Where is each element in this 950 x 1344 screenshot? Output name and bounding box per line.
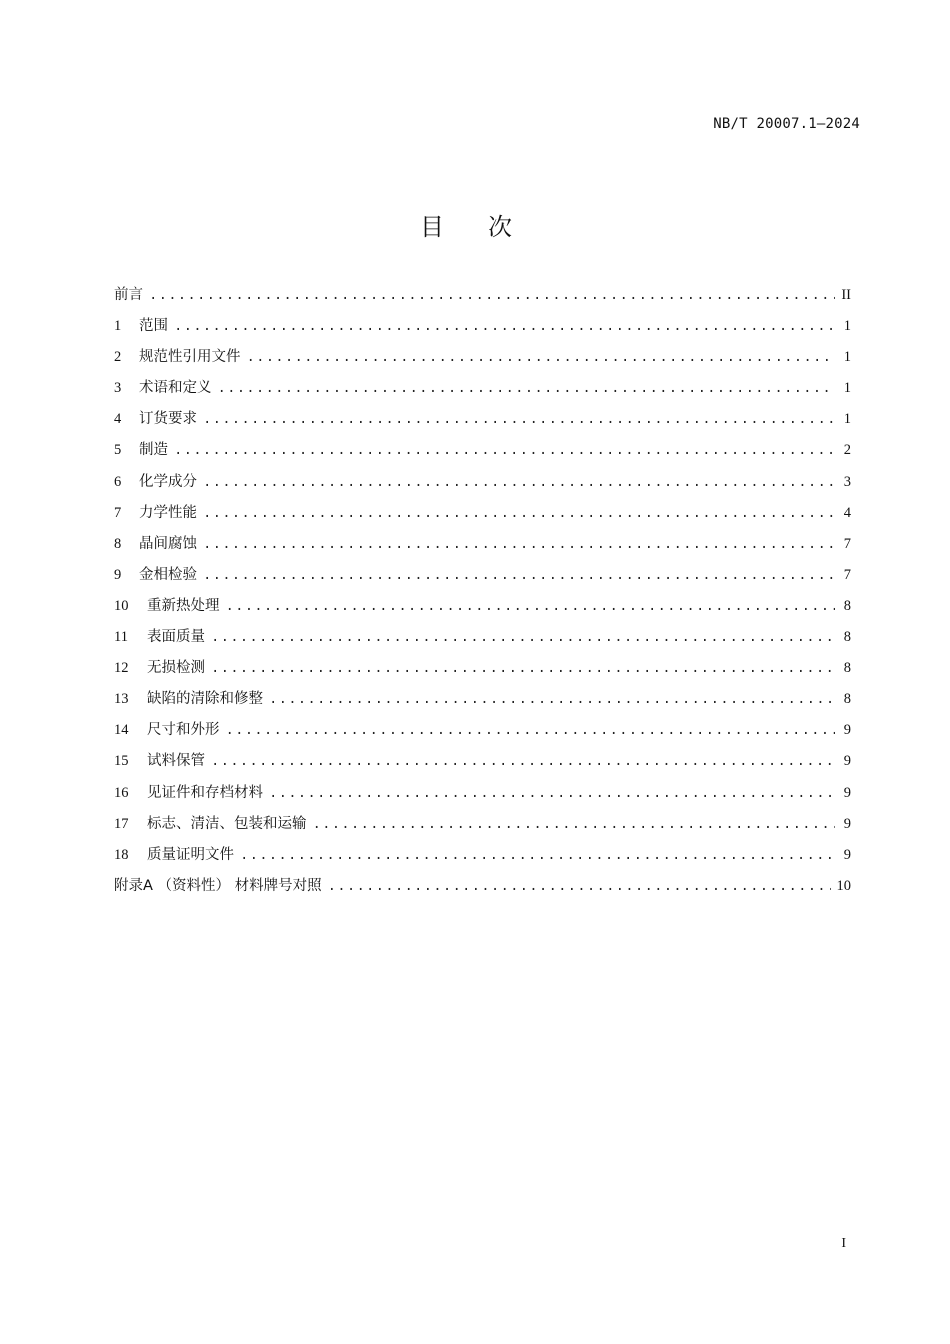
toc-entry-number: 4 [114,411,122,428]
toc-leader-dots [203,568,835,584]
toc-leader-dots [203,475,835,491]
toc-entry[interactable] [114,843,851,874]
toc-entry-number: 12 [114,660,129,677]
toc-entry-label: 力学性能 [139,504,197,521]
toc-entry-foreword[interactable] [114,283,851,314]
toc-entry[interactable] [114,718,851,749]
toc-entry[interactable] [114,781,851,812]
toc-entry-label: 表面质量 [147,629,205,646]
toc-entry-label: 缺陷的清除和修整 [147,691,263,708]
toc-leader-dots [203,412,835,428]
toc-title: 目次 [420,213,556,241]
toc-entry[interactable] [114,314,851,345]
toc-entry-page: 9 [843,722,851,739]
toc-entry-label: 前言 [114,287,143,303]
toc-entry-page: 9 [843,846,851,863]
toc-entry-label: 质量证明文件 [147,846,234,863]
toc-entry-number: 15 [114,753,129,770]
toc-leader-dots [218,381,836,397]
toc-entry[interactable] [114,470,851,501]
toc-entry-number: 11 [114,629,128,646]
toc-entry-number: 7 [114,504,122,521]
standard-number: NB/T 20007.1—2024 [713,116,860,132]
toc-entry-number: 2 [114,349,122,366]
toc-entry-label: 晶间腐蚀 [139,535,197,552]
toc-entry-label: 规范性引用文件 [139,349,241,366]
toc-entry-number: 17 [114,815,129,832]
toc-leader-dots [328,879,831,895]
toc-entry-page: 2 [843,442,851,459]
toc-entry-label: 标志、清洁、包装和运输 [147,815,307,832]
toc-leader-dots [149,288,835,304]
toc-leader-dots [226,723,836,739]
page-number: I [841,1236,846,1251]
toc-entry-label: 术语和定义 [139,380,212,397]
toc-entry-label: 金相检验 [139,566,197,583]
toc-entry[interactable] [114,376,851,407]
toc-entry-label: 化学成分 [139,473,197,490]
toc-entry-label: 附录A （资料性） 材料牌号对照 [114,877,322,894]
toc-leader-dots [226,599,836,615]
toc-entry-page: 7 [843,535,851,552]
toc-entry-page: II [841,287,851,303]
toc-entry-label: 制造 [139,442,168,459]
toc-entry[interactable] [114,407,851,438]
toc-entry-label: 尺寸和外形 [147,722,220,739]
table-of-contents [114,283,851,905]
toc-leader-dots [269,692,835,708]
toc-entry-page: 9 [843,784,851,801]
toc-entry-page: 10 [836,877,851,894]
toc-entry-page: 8 [843,660,851,677]
toc-entry-label: 订货要求 [139,411,197,428]
toc-entry-page: 1 [843,349,851,366]
toc-entry-label: 无损检测 [147,660,205,677]
toc-entry-page: 8 [843,629,851,646]
toc-entry[interactable] [114,812,851,843]
toc-entry-page: 1 [843,318,851,335]
toc-entry[interactable] [114,687,851,718]
toc-entry-number: 3 [114,380,122,397]
toc-entry-label: 范围 [139,318,168,335]
toc-leader-dots [269,786,835,802]
toc-entry-page: 1 [843,411,851,428]
toc-entry-page: 1 [843,380,851,397]
toc-entry-page: 9 [843,815,851,832]
toc-entry-number: 5 [114,442,122,459]
toc-entry[interactable] [114,438,851,469]
toc-entry-page: 8 [843,691,851,708]
toc-entry[interactable] [114,625,851,656]
toc-entry-number: 10 [114,597,129,614]
toc-leader-dots [174,443,835,459]
toc-entry-number: 6 [114,473,122,490]
toc-entry-number: 13 [114,691,129,708]
toc-entry-page: 3 [843,473,851,490]
toc-entry-page: 9 [843,753,851,770]
toc-entry[interactable] [114,563,851,594]
toc-entry[interactable] [114,345,851,376]
toc-entry-number: 9 [114,566,122,583]
toc-entry-page: 7 [843,566,851,583]
toc-entry-number: 16 [114,784,129,801]
toc-entry-number: 18 [114,846,129,863]
toc-entry[interactable] [114,532,851,563]
toc-entry-page: 8 [843,597,851,614]
toc-entry-number: 1 [114,318,122,335]
toc-entry[interactable] [114,501,851,532]
toc-leader-dots [174,319,835,335]
toc-entry-appendix-a[interactable] [114,874,851,905]
toc-entry[interactable] [114,749,851,780]
toc-entry-label: 重新热处理 [147,597,220,614]
toc-entry-label: 见证件和存档材料 [147,784,263,801]
toc-leader-dots [240,848,835,864]
toc-leader-dots [313,817,836,833]
toc-leader-dots [211,754,835,770]
toc-entry-number: 14 [114,722,129,739]
toc-leader-dots [211,661,835,677]
toc-entry[interactable] [114,594,851,625]
toc-leader-dots [247,350,836,366]
toc-entry-number: 8 [114,535,122,552]
toc-leader-dots [211,630,835,646]
toc-leader-dots [203,506,835,522]
toc-leader-dots [203,537,835,553]
toc-entry[interactable] [114,656,851,687]
toc-entry-page: 4 [843,504,851,521]
toc-entry-label: 试料保管 [147,753,205,770]
